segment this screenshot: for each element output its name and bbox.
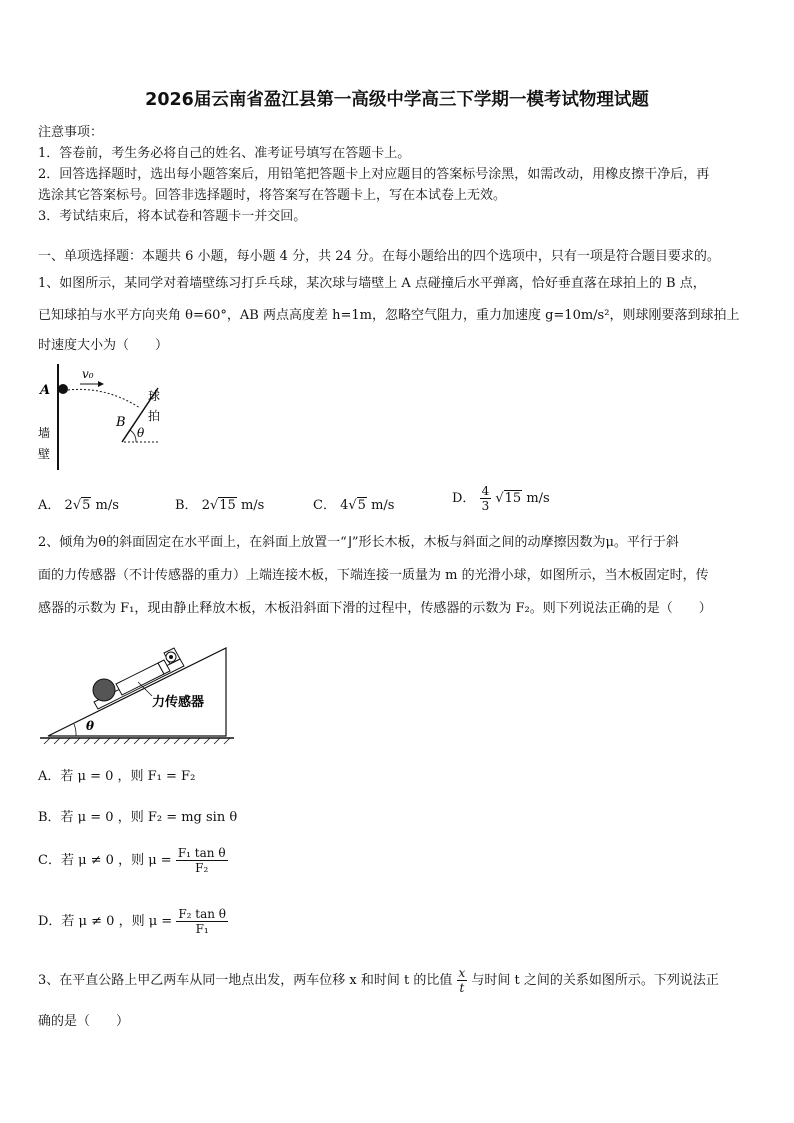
q2-option-b[interactable]: B．若 μ = 0 ，则 F₂ = mg sin θ: [38, 810, 238, 825]
q2-option-a[interactable]: A．若 μ = 0 ，则 F₁ = F₂: [38, 769, 196, 784]
label-bat-1: 球: [148, 389, 161, 403]
label-bat-2: 拍: [148, 409, 161, 423]
label-wall-1: 墙: [38, 426, 51, 440]
q3-line-2: 确的是（ ）: [38, 1014, 130, 1029]
q3-line-1: 3、在平直公路上甲乙两车从同一地点出发，两车位移 x 和时间 t 的比值 $\frac{x}{t}$ 与时间 t 之间的关系如图所示。下列说法正: [38, 966, 719, 995]
notice-heading: 注意事项：: [38, 125, 104, 140]
section-heading: 一、单项选择题：本题共 6 小题，每小题 4 分，共 24 分。在每小题给出的四个选项中，只有一项是符合题目要求的。: [38, 249, 720, 264]
q1-line-3: 时速度大小为（ ）: [38, 338, 169, 353]
label-b: B: [116, 415, 126, 430]
q2-option-c[interactable]: C．若 μ ≠ 0 ，则 μ = $\frac{\text{F₁ tan θ}}{\text{F₂}}$: [38, 846, 226, 875]
label-wall-2: 壁: [38, 447, 51, 461]
notice-item-3: 3．考试结束后，将本试卷和答题卡一并交回。: [38, 209, 307, 224]
q2-figure: [40, 638, 236, 746]
q1-option-b[interactable]: B． 2√15 m/s: [175, 498, 265, 513]
q2-option-d[interactable]: D．若 μ ≠ 0 ，则 μ = $\frac{\text{F₂ tan θ}}{\text{F₁}}$: [38, 907, 227, 936]
notice-item-1: 1．答卷前，考生务必将自己的姓名、准考证号填写在答题卡上。: [38, 146, 411, 161]
q1-figure: [36, 364, 166, 476]
q2-line-1: 2、倾角为θ的斜面固定在水平面上，在斜面上放置一“⌋”形长木板，木板与斜面之间的动摩擦因数为μ。平行于斜: [38, 535, 679, 550]
q1-line-2: 已知球拍与水平方向夹角 θ=60°，AB 两点高度差 h=1m，忽略空气阻力，重力加速度 g=10m/s²，则球刚要落到球拍上: [38, 308, 740, 323]
q1-option-a[interactable]: A． 2√5 m/s: [38, 498, 119, 513]
notice-item-2-cont: 选涂其它答案标号。回答非选择题时，将答案写在答题卡上，写在本试卷上无效。: [38, 188, 507, 203]
label-v0: v₀: [82, 367, 94, 381]
label-theta: θ: [137, 426, 145, 440]
label-theta: θ: [86, 719, 95, 733]
ball-icon: [93, 679, 115, 701]
ball-icon: [58, 384, 68, 394]
q1-option-d[interactable]: D． $\frac{4}{3}$ √15 m/s: [452, 484, 550, 513]
q1-line-1: 1、如图所示，某同学对着墙壁练习打乒乓球，某次球与墙壁上 A 点碰撞后水平弹离，恰好垂直落在球拍上的 B 点，: [38, 276, 706, 291]
page-title: 2026届云南省盈江县第一高级中学高三下学期一模考试物理试题: [145, 90, 649, 110]
q2-line-3: 感器的示数为 F₁，现由静止释放木板，木板沿斜面下滑的过程中，传感器的示数为 F₂。则下列说法正确的是（ ）: [38, 601, 712, 616]
q2-line-2: 面的力传感器（不计传感器的重力）上端连接木板，下端连接一质量为 m 的光滑小球，如图所示，当木板固定时，传: [38, 568, 709, 583]
label-a: A: [40, 383, 51, 398]
label-sensor: 力传感器: [152, 695, 205, 710]
q1-option-c[interactable]: C． 4√5 m/s: [313, 498, 395, 513]
notice-item-2: 2．回答选择题时，选出每小题答案后，用铅笔把答题卡上对应题目的答案标号涂黑，如需改动，用橡皮擦干净后，再: [38, 167, 710, 182]
